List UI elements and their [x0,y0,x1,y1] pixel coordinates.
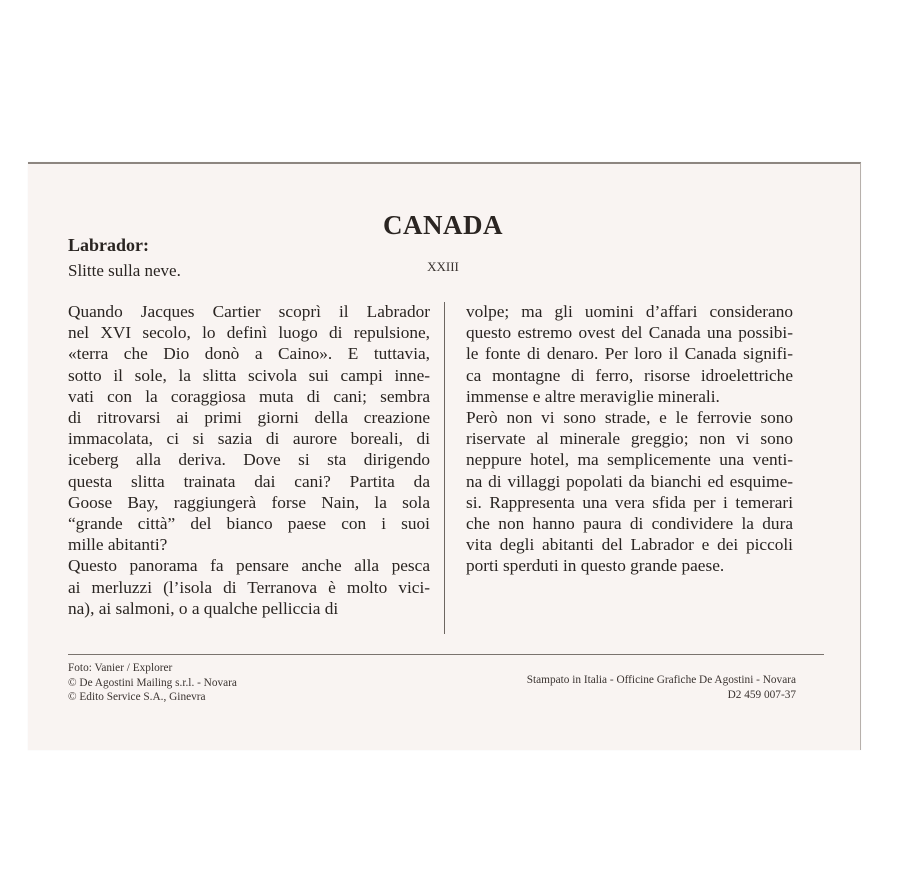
text-line: porti sperduti in questo grande paese. [466,556,725,576]
body-right-column [466,301,793,577]
printer-info [527,673,796,702]
text-line: volpe; ma gli uomini d’affari considerano [466,302,793,321]
postcard-back [28,162,861,750]
body-left-column [68,301,430,619]
text-line: Però non vi sono strade, e le ferrovie sono [466,408,793,428]
text-line: na di villaggi popolati da bianchi ed esquime- [466,471,793,491]
text-line: ai merluzzi (l’isola di Terranova è molto vici- [68,577,430,597]
text-line: vita degli abitanti del Labrador e dei piccoli [466,535,793,555]
text-line: iceberg alla deriva. Dove si sta dirigendo [68,450,430,470]
text-line: sotto il sole, la slitta scivola sui campi inne- [68,365,430,385]
text-line: che non hanno paura di condividere la dura [466,514,793,534]
footer-rule [68,654,824,655]
credit-line: © Edito Service S.A., Ginevra [68,691,206,703]
printer-line: Stampato in Italia - Officine Grafiche De Agostini - Novara [526,674,796,686]
text-line: nel XVI secolo, lo definì luogo di repulsione, [68,323,430,343]
text-line: Questo panorama fa pensare anche alla pesca [68,556,430,576]
column-divider [444,302,445,634]
text-line: immacolata, ci si sazia di aurore boreali, di [68,429,430,449]
text-line: le fonte di denaro. Per loro il Canada signifi- [466,344,793,364]
text-line: immense e altre meraviglie minerali. [466,386,720,406]
card-number: XXIII [427,259,459,274]
photo-credits [68,661,237,705]
credit-line: © De Agostini Mailing s.r.l. - Novara [68,676,237,689]
text-line: “grande città” del bianco paese con i suoi [68,514,430,534]
text-line: ca montagne di ferro, risorse idroelettriche [466,365,793,385]
text-line: vati con la coraggiosa muta di cani; sembra [68,386,430,406]
text-line: questo estremo ovest del Canada una possibi- [466,323,793,343]
text-line: di ritrovarsi ai primi giorni della creazione [68,408,430,428]
text-line: questa slitta trainata dai cani? Partita da [68,471,430,491]
text-line: Goose Bay, raggiungerà forse Nain, la sola [68,492,430,512]
product-code: D2 459 007-37 [727,688,796,701]
place-heading: Labrador: [68,235,149,255]
page-title: CANADA [383,210,503,240]
credit-line: Foto: Vanier / Explorer [68,662,173,674]
photo-caption: Slitte sulla neve. [68,261,181,280]
text-line: si. Rappresenta una vera sfida per i temerari [466,492,793,512]
text-line: riservate al minerale greggio; non vi sono [466,429,793,449]
text-line: Quando Jacques Cartier scoprì il Labrador [68,302,430,321]
text-line: neppure hotel, ma semplicemente una venti- [466,450,793,470]
text-line: mille abitanti? [68,535,168,555]
text-line: «terra che Dio donò a Caino». E tuttavia, [68,344,430,364]
text-line: na), ai salmoni, o a qualche pelliccia di [68,598,339,618]
